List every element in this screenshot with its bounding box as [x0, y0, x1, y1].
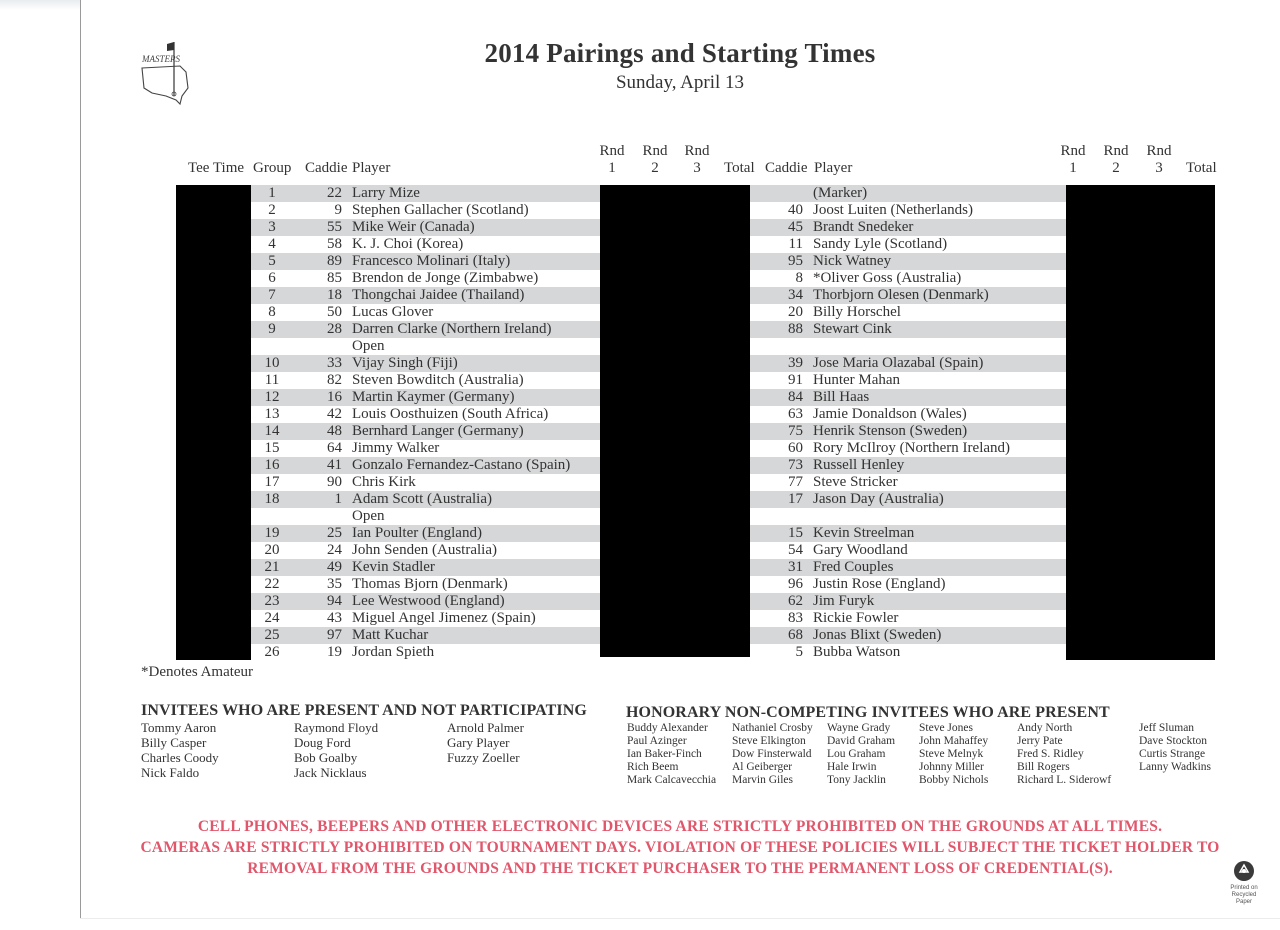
header-total-2: Total [1186, 160, 1217, 176]
caddie-cell: 63 [788, 406, 803, 422]
caddie-cell: 84 [788, 389, 803, 405]
page-title: 2014 Pairings and Starting Times [484, 38, 876, 68]
honorary-invitee-name: Wayne Grady [827, 722, 891, 734]
caddie-cell: 68 [788, 627, 803, 643]
paper-shadow [0, 0, 80, 10]
player-cell: Open [352, 508, 385, 524]
caddie-cell: 64 [327, 440, 342, 456]
caddie-cell: 96 [788, 576, 803, 592]
recycled-paper-mark [1224, 860, 1264, 906]
player-cell: *Oliver Goss (Australia) [813, 270, 962, 286]
player-cell: Jimmy Walker [352, 440, 440, 456]
invitee-name: Fuzzy Zoeller [447, 750, 520, 765]
group-cell: 18 [264, 491, 280, 507]
header-caddie-2: Caddie [765, 160, 808, 176]
player-column-2 [813, 185, 1010, 661]
caddie-cell: 33 [327, 355, 342, 371]
header-rnd1-num: 1 [608, 160, 616, 176]
honorary-invitee-name: Tony Jacklin [827, 774, 886, 786]
honorary-column-2 [732, 722, 813, 787]
header-caddie: Caddie [305, 160, 348, 176]
honorary-invitee-name: Dow Finsterwald [732, 748, 812, 760]
caddie-cell: 39 [788, 355, 803, 371]
caddie-cell: 8 [795, 270, 803, 286]
caddie-cell: 55 [327, 219, 342, 235]
honorary-invitee-name: Lou Graham [827, 748, 886, 760]
honorary-invitee-name: Johnny Miller [919, 761, 984, 773]
honorary-invitee-name: Dave Stockton [1139, 735, 1208, 747]
invitees-present-title: INVITEES WHO ARE PRESENT AND NOT PARTICIPATING [141, 702, 587, 719]
paper-bottom-edge [80, 918, 1280, 919]
header-rnd3-label-2: Rnd [1146, 143, 1172, 159]
invitee-name: Billy Casper [141, 735, 207, 750]
caddie-cell: 5 [795, 644, 803, 660]
group-cell: 5 [268, 253, 276, 269]
caddie-cell: 58 [327, 236, 342, 252]
player-cell: Vijay Singh (Fiji) [352, 355, 458, 371]
header-rnd1-label: Rnd [599, 143, 625, 159]
header-rnd3-num-2: 3 [1155, 160, 1163, 176]
caddie-cell: 35 [327, 576, 342, 592]
caddie-cell: 19 [327, 644, 342, 660]
caddie-cell: 90 [327, 474, 342, 490]
caddie-cell: 89 [327, 253, 342, 269]
honorary-invitee-name: Jeff Sluman [1139, 722, 1195, 734]
caddie-cell: 40 [788, 202, 803, 218]
caddie-cell: 43 [327, 610, 342, 626]
player-cell: Matt Kuchar [352, 627, 429, 643]
player-cell: Bubba Watson [813, 644, 901, 660]
honorary-invitee-name: Andy North [1017, 722, 1073, 734]
group-cell: 3 [268, 219, 276, 235]
group-cell: 13 [264, 406, 280, 422]
caddie-cell: 60 [788, 440, 803, 456]
honorary-invitee-name: Bobby Nichols [919, 774, 989, 786]
honorary-invitee-name: Bill Rogers [1017, 761, 1070, 773]
invitee-name: Doug Ford [294, 735, 351, 750]
player-cell: Jonas Blixt (Sweden) [813, 627, 942, 643]
caddie-cell: 88 [788, 321, 803, 337]
group-cell [254, 508, 290, 525]
group-cell: 22 [264, 576, 280, 592]
player-cell: Steve Stricker [813, 474, 898, 490]
group-cell: 8 [268, 304, 276, 320]
caddie-cell: 15 [788, 525, 803, 541]
player-cell: Nick Watney [813, 253, 892, 269]
warning-line-3: REMOVAL FROM THE GROUNDS AND THE TICKET PURCHASER TO THE PERMANENT LOSS OF CREDENTIAL(S). [247, 860, 1113, 877]
header-total: Total [724, 160, 755, 176]
group-cell [254, 338, 290, 355]
caddie-cell: 95 [788, 253, 803, 269]
group-cell: 11 [264, 372, 280, 388]
caddie-cell: 85 [327, 270, 342, 286]
player-cell: Jose Maria Olazabal (Spain) [813, 355, 984, 371]
honorary-invitee-name: Richard L. Siderowf [1017, 774, 1112, 786]
invitees-column-3 [447, 720, 524, 765]
honorary-column-5 [1017, 722, 1111, 787]
player-cell: K. J. Choi (Korea) [352, 236, 464, 252]
caddie-cell [770, 185, 803, 202]
caddie-cell: 25 [327, 525, 342, 541]
group-column [254, 185, 290, 661]
caddie-cell: 31 [788, 559, 803, 575]
caddie-cell [770, 508, 803, 525]
honorary-invitee-name: David Graham [827, 735, 896, 747]
honorary-invitee-name: Steve Melnyk [919, 748, 984, 760]
invitees-column-2 [294, 720, 378, 780]
caddie-cell: 45 [788, 219, 803, 235]
caddie-column [310, 185, 342, 661]
caddie-cell: 9 [334, 202, 342, 218]
player-cell: Gonzalo Fernandez-Castano (Spain) [352, 457, 571, 473]
redacted-tee-times [176, 185, 251, 660]
caddie-cell: 42 [327, 406, 342, 422]
header-group: Group [253, 160, 292, 176]
caddie-cell: 17 [788, 491, 803, 507]
honorary-invitees-title: HONORARY NON-COMPETING INVITEES WHO ARE PRESENT [626, 704, 1110, 721]
player-cell: Jim Furyk [813, 593, 875, 609]
group-cell: 25 [264, 627, 280, 643]
redacted-scores-right [1066, 185, 1215, 660]
honorary-invitee-name: Paul Azinger [627, 735, 687, 747]
header-rnd1-label-2: Rnd [1060, 143, 1086, 159]
honorary-invitee-name: Curtis Strange [1139, 748, 1206, 760]
page-subtitle: Sunday, April 13 [615, 72, 745, 93]
caddie-cell: 91 [788, 372, 803, 388]
player-cell: Joost Luiten (Netherlands) [813, 202, 973, 218]
honorary-invitee-name: Ian Baker-Finch [627, 748, 702, 760]
player-cell: Rickie Fowler [813, 610, 899, 626]
player-cell [813, 338, 1010, 355]
header-rnd3-num: 3 [693, 160, 701, 176]
caddie-cell: 54 [788, 542, 803, 558]
group-cell: 12 [264, 389, 280, 405]
player-cell: Brendon de Jonge (Zimbabwe) [352, 270, 539, 286]
group-cell: 14 [264, 423, 280, 439]
caddie-cell: 18 [327, 287, 342, 303]
player-cell: Kevin Stadler [352, 559, 435, 575]
group-cell: 21 [264, 559, 280, 575]
caddie-cell: 50 [327, 304, 342, 320]
honorary-column-1 [627, 722, 716, 787]
header-rnd2-label-2: Rnd [1103, 143, 1129, 159]
honorary-invitee-name: Marvin Giles [732, 774, 794, 786]
caddie-cell: 83 [788, 610, 803, 626]
recycle-line-2: Recycled Paper [1231, 892, 1257, 905]
group-cell: 7 [268, 287, 276, 303]
header-rnd1-num-2: 1 [1069, 160, 1077, 176]
caddie-cell: 97 [327, 627, 342, 643]
honorary-column-6 [1139, 722, 1211, 774]
player-cell: Lee Westwood (England) [352, 593, 505, 609]
caddie-cell: 48 [327, 423, 342, 439]
caddie-cell: 34 [788, 287, 803, 303]
group-cell: 24 [264, 610, 280, 626]
player-cell: Billy Horschel [813, 304, 901, 320]
caddie-cell: 77 [788, 474, 803, 490]
redacted-scores-left [600, 185, 750, 657]
honorary-invitee-name: Rich Beem [627, 761, 679, 773]
caddie-cell: 28 [327, 321, 342, 337]
invitee-name: Tommy Aaron [141, 720, 217, 735]
honorary-invitee-name: Mark Calcavecchia [627, 774, 717, 786]
player-cell: Sandy Lyle (Scotland) [813, 236, 948, 252]
player-cell: Adam Scott (Australia) [352, 491, 492, 507]
invitee-name: Nick Faldo [141, 765, 200, 780]
invitee-name: Arnold Palmer [447, 720, 524, 735]
honorary-invitee-name: John Mahaffey [919, 735, 989, 747]
invitees-column-1 [141, 720, 219, 780]
header-rnd3-label: Rnd [684, 143, 710, 159]
honorary-invitee-name: Jerry Pate [1017, 735, 1063, 747]
player-cell: Thorbjorn Olesen (Denmark) [813, 287, 989, 303]
honorary-column-3 [827, 722, 895, 787]
recycle-line-1: Printed on [1230, 885, 1258, 891]
player-cell: Thongchai Jaidee (Thailand) [352, 287, 525, 303]
player-cell: Fred Couples [813, 559, 894, 575]
group-cell: 26 [264, 644, 280, 660]
caddie-cell: 20 [788, 304, 803, 320]
header-rnd2-label: Rnd [642, 143, 668, 159]
player-cell: Rory McIlroy (Northern Ireland) [813, 440, 1011, 456]
player-cell: Jason Day (Australia) [813, 491, 944, 507]
group-cell: 2 [268, 202, 276, 218]
group-cell: 15 [264, 440, 280, 456]
player-cell: Larry Mize [352, 185, 420, 201]
group-cell: 9 [268, 321, 276, 337]
caddie-cell: 49 [327, 559, 342, 575]
caddie-cell: 41 [327, 457, 342, 473]
group-cell: 23 [264, 593, 280, 609]
player-cell: Chris Kirk [352, 474, 416, 490]
honorary-invitee-name: Fred S. Ridley [1017, 748, 1084, 760]
caddie-cell: 1 [334, 491, 342, 507]
paper-edge [80, 0, 81, 918]
invitee-name: Gary Player [447, 735, 510, 750]
honorary-invitee-name: Nathaniel Crosby [732, 722, 813, 734]
player-cell: Miguel Angel Jimenez (Spain) [352, 610, 536, 626]
player-cell: Gary Woodland [813, 542, 908, 558]
player-cell: Darren Clarke (Northern Ireland) [352, 321, 552, 337]
header-rnd2-num: 2 [651, 160, 659, 176]
invitee-name: Charles Coody [141, 750, 219, 765]
invitee-name: Raymond Floyd [294, 720, 379, 735]
amateur-note: *Denotes Amateur [141, 664, 254, 680]
player-cell: Thomas Bjorn (Denmark) [352, 576, 508, 592]
header-rnd2-num-2: 2 [1112, 160, 1120, 176]
invitee-name: Jack Nicklaus [294, 765, 367, 780]
caddie-cell: 75 [788, 423, 803, 439]
header-tee-time: Tee Time [188, 160, 245, 176]
caddie-cell [310, 338, 342, 355]
honorary-column-4 [919, 722, 988, 787]
honorary-invitee-name: Buddy Alexander [627, 722, 708, 734]
player-cell: Lucas Glover [352, 304, 434, 320]
player-cell: Open [352, 338, 385, 354]
player-cell: Bill Haas [813, 389, 870, 405]
recycle-icon [1233, 860, 1255, 882]
caddie-cell [770, 338, 803, 355]
caddie-cell: 22 [327, 185, 342, 201]
player-cell: Ian Poulter (England) [352, 525, 482, 541]
warning-line-1: CELL PHONES, BEEPERS AND OTHER ELECTRONIC DEVICES ARE STRICTLY PROHIBITED ON THE GROUNDS AT ALL TIMES. [197, 818, 1163, 835]
caddie-cell [310, 508, 342, 525]
group-cell: 6 [268, 270, 276, 286]
caddie-cell: 82 [327, 372, 342, 388]
player-cell: Kevin Streelman [813, 525, 915, 541]
player-cell: Brandt Snedeker [813, 219, 914, 235]
caddie-cell: 16 [327, 389, 342, 405]
policy-warning [80, 816, 1280, 879]
player-cell: Mike Weir (Canada) [352, 219, 475, 235]
player-cell: Jordan Spieth [352, 644, 435, 660]
group-cell: 16 [264, 457, 280, 473]
honorary-invitee-name: Hale Irwin [827, 761, 877, 773]
player-cell: Francesco Molinari (Italy) [352, 253, 511, 269]
player-column [352, 185, 570, 661]
player-cell [813, 508, 1010, 525]
player-cell: Steven Bowditch (Australia) [352, 372, 524, 388]
honorary-invitee-name: Al Geiberger [732, 761, 793, 773]
player-cell: Jamie Donaldson (Wales) [813, 406, 967, 422]
player-cell: Bernhard Langer (Germany) [352, 423, 524, 439]
invitee-name: Bob Goalby [294, 750, 358, 765]
group-cell: 10 [264, 355, 280, 371]
player-cell: Stewart Cink [813, 321, 892, 337]
warning-line-2: CAMERAS ARE STRICTLY PROHIBITED ON TOURNAMENT DAYS. VIOLATION OF THESE POLICIES WILL SUBJECT THE TICKET HOLDER TO [140, 839, 1220, 856]
player-cell: Martin Kaymer (Germany) [352, 389, 515, 405]
player-cell: (Marker) [813, 185, 868, 201]
svg-text:MASTERS: MASTERS [142, 54, 180, 64]
header-player: Player [352, 160, 391, 176]
header-player-2: Player [814, 160, 853, 176]
honorary-invitee-name: Steve Jones [919, 722, 973, 734]
player-cell: Stephen Gallacher (Scotland) [352, 202, 529, 218]
group-cell: 17 [264, 474, 280, 490]
caddie-column-2 [770, 185, 803, 661]
honorary-invitee-name: Steve Elkington [732, 735, 806, 747]
caddie-cell: 94 [327, 593, 342, 609]
group-cell: 1 [268, 185, 276, 201]
player-cell: Justin Rose (England) [813, 576, 946, 592]
group-cell: 20 [264, 542, 280, 558]
caddie-cell: 11 [788, 236, 803, 252]
group-cell: 4 [268, 236, 276, 252]
player-cell: Henrik Stenson (Sweden) [813, 423, 968, 439]
player-cell: Russell Henley [813, 457, 905, 473]
caddie-cell: 73 [788, 457, 803, 473]
honorary-invitee-name: Lanny Wadkins [1139, 761, 1212, 773]
caddie-cell: 24 [327, 542, 342, 558]
player-cell: Hunter Mahan [813, 372, 901, 388]
player-cell: John Senden (Australia) [352, 542, 497, 558]
player-cell: Louis Oosthuizen (South Africa) [352, 406, 549, 422]
caddie-cell: 62 [788, 593, 803, 609]
group-cell: 19 [264, 525, 280, 541]
